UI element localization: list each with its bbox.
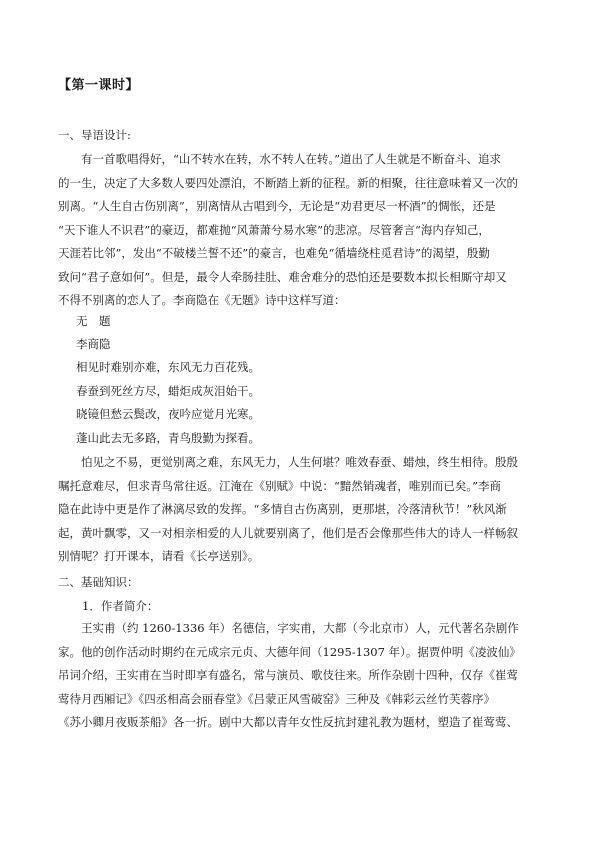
paragraph-line: 隐在此诗中更是作了淋漓尽致的发挥。“多情自古伤离别，更那堪，冷落清秋节！”秋风渐	[58, 502, 507, 516]
paragraph-line: 的一生，决定了大多数人要四处漂泊，不断踏上新的征程。新的相聚，往往意味着又一次的	[58, 175, 518, 190]
paragraph-line: 王实甫（约 1260-1336 年）名德信，字实甫，大都（今北京市）人，元代著名杂剧作	[81, 621, 519, 635]
paragraph-line: 有一首歌唱得好，“山不转水在转，水不转人在转。”道出了人生就是不断奋斗、追求	[81, 152, 502, 166]
paragraph-line: 致问“君子意如何”。但是，最令人牵肠挂肚、难舍难分的恐怕还是要数本拟长相厮守却又	[58, 269, 507, 284]
paragraph-line: 天涯若比邻”，发出“不破楼兰誓不还”的豪言，也难免“循墙绕柱觅君诗”的渴望，殷勤	[58, 246, 490, 260]
subsection-title-author: 1．作者简介：	[82, 599, 159, 613]
paragraph-line: 不得不别离的恋人了。李商隐在《无题》诗中这样写道：	[58, 293, 346, 307]
paragraph-line: 别情呢？打开课本，请看《长亭送别》。	[58, 549, 260, 563]
poem-line: 春蚕到死丝方尽，蜡炬成灰泪始干。	[76, 384, 260, 398]
section-title-intro: 一、导语设计:	[58, 128, 131, 142]
paragraph-line: 别离。“人生自古伤别离”，别离情从古唱到今，无论是“劝君更尽一杯酒”的惆怅，还是	[58, 199, 496, 213]
paragraph-line: 莺待月西厢记》《四丞相高会丽春堂》《吕蒙正风雪破窑》三种及《韩彩云丝竹芙蓉序》	[58, 691, 495, 706]
poem-line: 蓬山此去无多路，青鸟殷勤为探看。	[76, 431, 260, 445]
paragraph-line: 起，黄叶飘零，又一对相亲相爱的人儿就要别离了，他们是否会像那些伟大的诗人一样畅叙	[58, 525, 518, 540]
paragraph-line: “天下谁人不识君”的豪迈，都难抛“风萧萧兮易水寒”的悲凉。尽管奢言“海内存知己，	[58, 222, 490, 237]
poem-line: 晓镜但愁云鬓改，夜吟应觉月光寒。	[76, 407, 260, 421]
paragraph-line: 嘱托意难尽，但求青鸟常往返。江淹在《别赋》中说：“黯然销魂者，唯别而已矣。”李商	[58, 478, 502, 493]
paragraph-line: 《苏小卿月夜贩茶船》各一折。剧中大都以青年女性反抗封建礼教为题材，塑造了崔莺莺、	[58, 715, 518, 729]
paragraph-line: 吊词介绍，王实甫在当时即享有盛名，常与演员、歌伎往来。所作杂剧十四种，仅存《崔莺	[58, 668, 518, 682]
author-paragraph	[58, 617, 538, 735]
section-title-basics: 二、基础知识：	[58, 575, 139, 589]
poem-author: 李商隐	[76, 337, 111, 351]
commentary-paragraph	[58, 451, 538, 569]
poem-line: 相见时难别亦难，东风无力百花残。	[76, 360, 260, 374]
poem-title: 无 题	[76, 314, 111, 328]
intro-paragraph	[58, 148, 538, 313]
paragraph-line: 怕见之不易，更觉别离之难，东风无力，人生何堪？唯效春蚕、蜡烛，终生相待。殷殷	[81, 455, 518, 469]
paragraph-line: 家。他的创作活动时期约在元成宗元贞、大德年间（1295-1307 年）。据贾仲明《凌波仙》	[58, 644, 521, 659]
lesson-heading: 【第一课时】	[58, 78, 140, 93]
